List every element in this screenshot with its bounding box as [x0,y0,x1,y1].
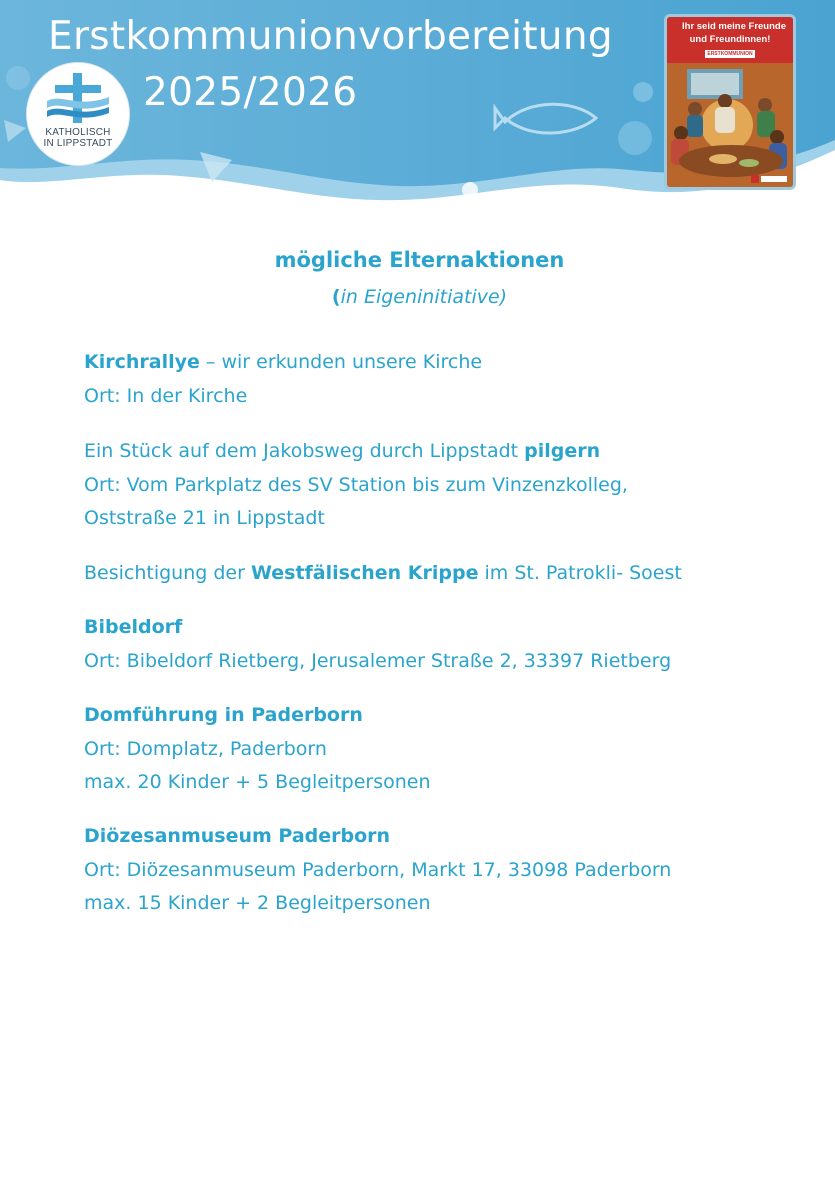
subheading-text: in Eigeninitiative) [340,286,508,308]
item-jakobsweg-address: Oststraße 21 in Lippstadt [84,507,325,529]
book-cover [664,14,796,190]
parish-logo [27,63,129,165]
item-domfuehrung-title: Domführung in Paderborn [84,704,363,726]
page-heading: mögliche Elternaktionen [274,248,565,272]
item-suffix: im St. Patrokli- Soest [478,562,682,584]
item-prefix: Besichtigung der [84,562,251,584]
page-subheading [0,286,835,308]
item-domfuehrung-location: Ort: Domplatz, Paderborn [84,738,327,760]
logo-text-line2: IN LIPPSTADT [43,138,113,149]
item-bold: pilgern [524,440,601,462]
item-jakobsweg-title [84,440,600,462]
item-bold: Westfälischen Krippe [250,562,479,584]
item-title-suffix: – wir erkunden unsere Kirche [199,351,483,373]
item-krippe [84,562,682,584]
item-bibeldorf-location: Ort: Bibeldorf Rietberg, Jerusalemer Straße 2, 33397 Rietberg [84,650,672,672]
cover-tag: ERSTKOMMUNION [705,50,755,58]
cover-title-line1: Ihr seid meine Freunde [682,21,786,32]
title-line-2: 2025/2026 [143,70,358,115]
item-jakobsweg-location: Ort: Vom Parkplatz des SV Station bis zum Vinzenzkolleg, [84,474,628,496]
subheading-paren: ( [331,286,341,308]
item-kirchrallye-title [84,351,482,373]
cross-water-icon [47,71,109,125]
item-museum-location: Ort: Diözesanmuseum Paderborn, Markt 17, 33098 Paderborn [84,859,672,881]
item-museum-capacity: max. 15 Kinder + 2 Begleitpersonen [84,892,431,914]
item-kirchrallye-location: Ort: In der Kirche [84,385,248,407]
item-title: Kirchrallye [84,351,200,373]
header-banner [0,0,835,215]
logo-text-line1: KATHOLISCH [45,127,111,138]
title-line-1: Erstkommunionvorbereitung [48,14,613,59]
item-bibeldorf-title: Bibeldorf [84,616,183,638]
last-supper-illustration [667,63,793,187]
cover-title-line2: und Freundinnen! [689,34,771,45]
item-domfuehrung-capacity: max. 20 Kinder + 5 Begleitpersonen [84,771,431,793]
item-museum-title: Diözesanmuseum Paderborn [84,825,391,847]
item-prefix: Ein Stück auf dem Jakobsweg durch Lippstadt [84,440,525,462]
